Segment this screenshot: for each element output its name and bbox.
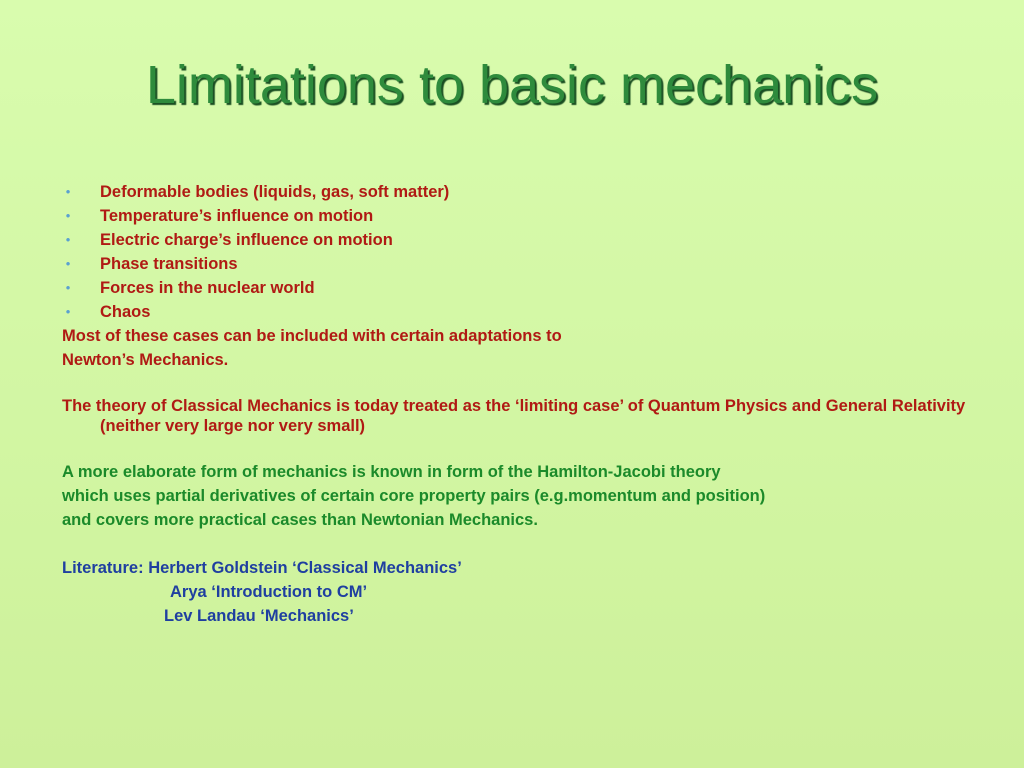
bullet-text: Chaos xyxy=(100,303,151,321)
literature-line xyxy=(62,580,982,604)
literature-line xyxy=(62,556,982,580)
bullet-text: Phase transitions xyxy=(100,255,238,273)
spacer xyxy=(62,372,982,396)
slide-content xyxy=(62,180,982,628)
newton-line: Most of these cases can be included with certain adaptations to xyxy=(62,327,562,345)
hamilton-line: which uses partial derivatives of certain core property pairs (e.g.momentum and position) xyxy=(62,487,766,505)
list-item xyxy=(62,228,982,252)
hamilton-line: and covers more practical cases than Newtonian Mechanics. xyxy=(62,511,538,529)
list-item xyxy=(62,180,982,204)
bullet-list xyxy=(62,180,982,324)
literature-label: Literature: xyxy=(62,559,144,577)
bullet-text: Forces in the nuclear world xyxy=(100,279,315,297)
literature-item: Lev Landau ‘Mechanics’ xyxy=(164,607,354,625)
bullet-icon: • xyxy=(65,256,71,271)
bullet-text: Temperature’s influence on motion xyxy=(100,207,374,225)
bullet-icon: • xyxy=(65,304,71,319)
literature-item: Arya ‘Introduction to CM’ xyxy=(170,583,368,601)
classical-paragraph: The theory of Classical Mechanics is today treated as the ‘limiting case’ of Quantum Physics and General Relativity (neither very large nor very small) xyxy=(62,397,966,435)
hamilton-line: A more elaborate form of mechanics is known in form of the Hamilton-Jacobi theory xyxy=(62,463,721,481)
bullet-icon: • xyxy=(65,232,71,247)
newton-line: Newton’s Mechanics. xyxy=(62,351,229,369)
list-item xyxy=(62,276,982,300)
bullet-icon: • xyxy=(65,208,71,223)
bullet-text: Deformable bodies (liquids, gas, soft matter) xyxy=(100,183,450,201)
literature-line xyxy=(62,604,982,628)
list-item xyxy=(62,204,982,228)
list-item xyxy=(62,300,982,324)
list-item xyxy=(62,252,982,276)
bullet-text: Electric charge’s influence on motion xyxy=(100,231,393,249)
bullet-icon: • xyxy=(65,280,71,295)
spacer xyxy=(62,436,982,460)
literature-item: Herbert Goldstein ‘Classical Mechanics’ xyxy=(148,559,462,577)
spacer xyxy=(62,532,982,556)
bullet-icon: • xyxy=(65,184,71,199)
slide-title: Limitations to basic mechanics xyxy=(145,55,879,115)
